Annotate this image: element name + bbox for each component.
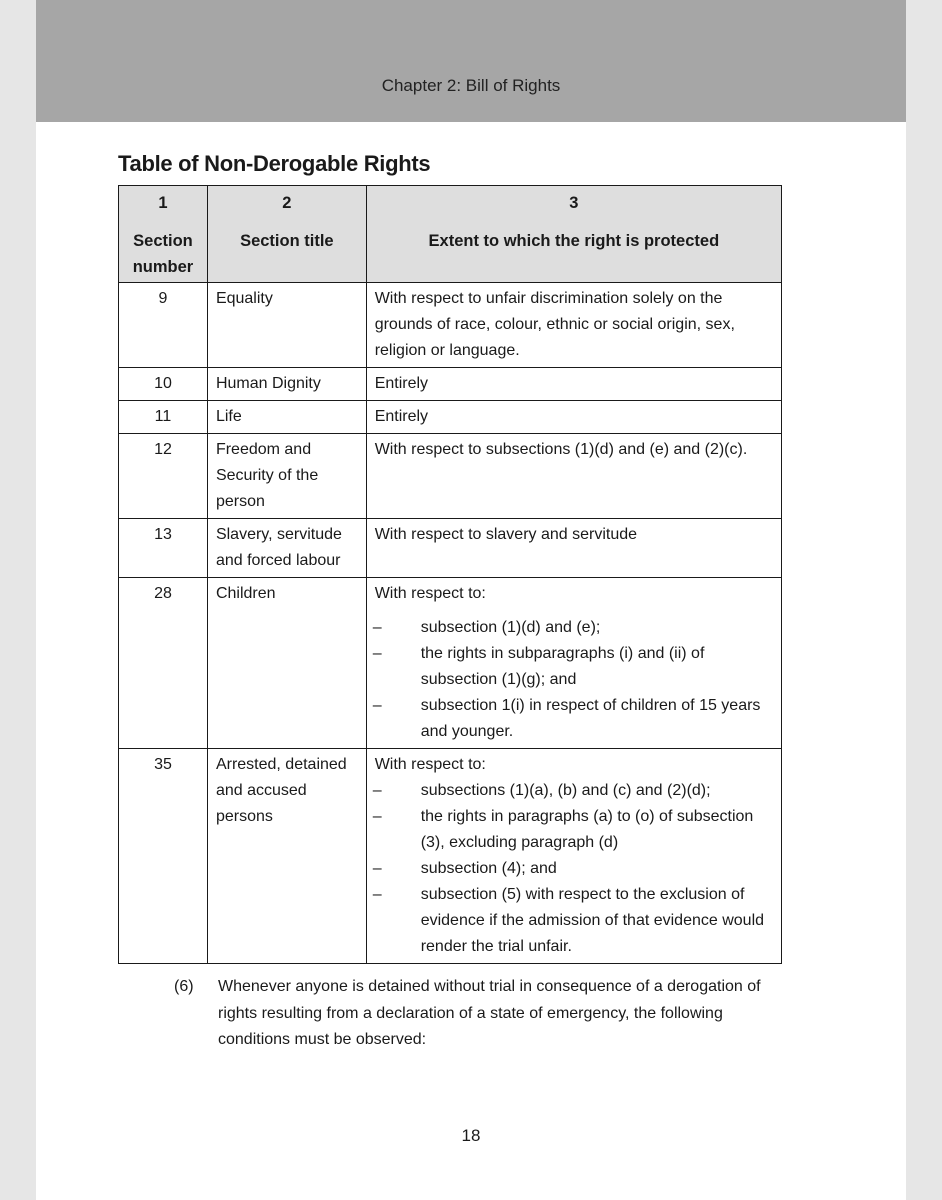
section-number: 12 [119, 434, 208, 519]
dash-bullet: – [372, 645, 382, 662]
column-header-section-title: 2 Section title [207, 186, 366, 283]
non-derogable-rights-table [118, 185, 782, 964]
dash-bullet: – [372, 697, 382, 714]
section-number: 13 [119, 519, 208, 578]
section-number: 35 [119, 749, 208, 964]
section-number: 10 [119, 368, 208, 401]
paragraph-number: (6) [174, 978, 194, 995]
list-item: – subsection 1(i) in respect of children of 15 years and younger. [375, 693, 773, 745]
list-item: – subsection (1)(d) and (e); [375, 615, 773, 641]
table-row [119, 749, 782, 964]
dash-bullet: – [372, 782, 382, 799]
document-page [36, 0, 906, 1200]
table-row [119, 368, 782, 401]
section-number: 11 [119, 401, 208, 434]
list-item: – the rights in paragraphs (a) to (o) of subsection (3), excluding paragraph (d) [375, 804, 773, 856]
page-number: 18 [461, 1126, 481, 1145]
column-header-extent: 3 Extent to which the right is protected [366, 186, 781, 283]
dash-bullet: – [372, 860, 382, 877]
extent: Entirely [366, 401, 781, 434]
table-row [119, 578, 782, 749]
extent-list [372, 778, 773, 960]
extent [366, 749, 781, 964]
section-title: Equality [207, 283, 366, 368]
section-title: Life [207, 401, 366, 434]
section-number: 28 [119, 578, 208, 749]
paragraph-6 [174, 974, 794, 1054]
section-title: Freedom and Security of the person [207, 434, 366, 519]
extent: With respect to unfair discrimination solely on the grounds of race, colour, ethnic or social origin, sex, religion or language. [366, 283, 781, 368]
table-row [119, 434, 782, 519]
extent: With respect to slavery and servitude [366, 519, 781, 578]
extent [366, 578, 781, 749]
table-row [119, 283, 782, 368]
extent-intro: With respect to: [374, 756, 486, 773]
dash-bullet: – [372, 808, 382, 825]
section-title: Human Dignity [207, 368, 366, 401]
extent: Entirely [366, 368, 781, 401]
section-title: Slavery, servitude and forced labour [207, 519, 366, 578]
dash-bullet: – [372, 619, 382, 636]
table-title: Table of Non-Derogable Rights [118, 151, 431, 176]
header-band [36, 0, 906, 122]
extent-intro: With respect to: [374, 585, 486, 602]
extent: With respect to subsections (1)(d) and (e) and (2)(c). [366, 434, 781, 519]
section-title: Arrested, detained and accused persons [207, 749, 366, 964]
table-row [119, 519, 782, 578]
list-item: – subsection (5) with respect to the exclusion of evidence if the admission of that evidence would render the trial unfair. [375, 882, 773, 960]
list-item: – subsections (1)(a), (b) and (c) and (2)(d); [375, 778, 773, 804]
section-number: 9 [119, 283, 208, 368]
column-header-section-number: 1 Section number [119, 186, 208, 283]
list-item: – the rights in subparagraphs (i) and (ii) of subsection (1)(g); and [375, 641, 773, 693]
list-item: – subsection (4); and [375, 856, 773, 882]
table-row [119, 401, 782, 434]
paragraph-text: Whenever anyone is detained without trial in consequence of a derogation of rights resulting from a declaration of a state of emergency, the following conditions must be observed: [218, 978, 761, 1048]
extent-list [372, 615, 773, 745]
dash-bullet: – [372, 886, 382, 903]
chapter-heading: Chapter 2: Bill of Rights [381, 76, 561, 95]
section-title: Children [207, 578, 366, 749]
table-header-row [119, 186, 782, 283]
